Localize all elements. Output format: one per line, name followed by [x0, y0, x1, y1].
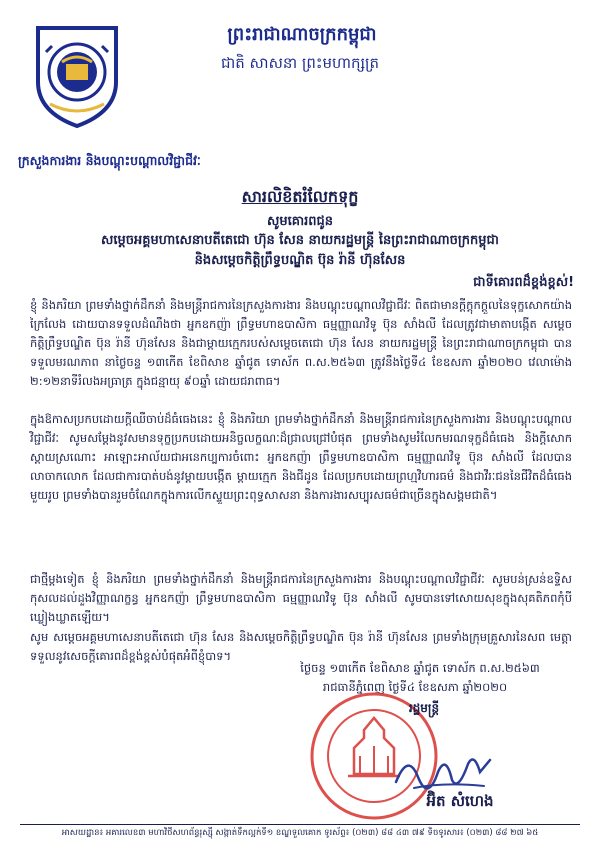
body-paragraph-1: ខ្ញុំ និងភរិយា ព្រមទាំងថ្នាក់ដឹកនាំ និងមន្ត្រីរាជការនៃក្រសួងការងារ និងបណ្តុះបណ្តាលវិជ្ជាជីវៈ ពិតជាមានក្តីក្តុកក្តួលនៃទុក្ខសោកយ៉ាងក្រៃលែង ដោយបានទទួលដំណឹងថា អ្នកឧកញ៉ា ព្រឹទ្ធមហាឧបាសិកា ធម្មញ្ញាណវិទូ ប៊ុន សាំងលី ដែលត្រូវជាមាតាបង្កើត សម្តេចកិត្តិព្រឹទ្ធបណ្ឌិត ប៊ុន រ៉ានី ហ៊ុនសែន និងជាម្តាយក្មេករបស់សម្តេចតេជោ ហ៊ុន សែន នាយករដ្ឋមន្ត្រី នៃព្រះរាជាណាចក្រកម្ពុជា បានទទួលមរណភាព នាថ្ងៃចន្ទ ១៣កើត ខែពិសាខ ឆ្នាំជូត ទោស័ក ព.ស.២៥៦៣ ត្រូវនឹងថ្ងៃទី៤ ខែឧសភា ឆ្នាំ២០២០ វេលាម៉ោង ២:១២នាទីរំលងអធ្រាត្រ ក្នុងជន្មាយុ ៩០ឆ្នាំ ដោយជរាពាធ។	[30, 298, 572, 388]
body-paragraph-2: ក្នុងឱកាសប្រកបដោយក្តីឈឺចាប់ដ៏ធំធេងនេះ ខ្ញុំ និងភរិយា ព្រមទាំងថ្នាក់ដឹកនាំ និងមន្ត្រីរាជការនៃក្រសួងការងារ និងបណ្តុះបណ្តាលវិជ្ជាជីវៈ សូមសម្តែងនូវសមានទុក្ខប្រកបដោយអនិច្ចលក្ខណៈដ៏ជ្រាលជ្រៅបំផុត ព្រមទាំងសូមរំលែកមរណទុក្ខដ៏ធំធេង និងក្តីសោកស្តាយស្រណោះ អាឡោះអាល័យជាអនេកប្បការចំពោះ អ្នកឧកញ៉ា ព្រឹទ្ធមហាឧបាសិកា ធម្មញ្ញាណវិទូ ប៊ុន សាំងលី ដែលបានលាចាកលោក ដែលជាការបាត់បង់នូវម្តាយបង្កើត ម្តាយក្មេក និងជីដូន ដែលប្រកបដោយព្រហ្មវិហារធម៌ និងជាវីរៈជននៃជីវិតដ៏ធំធេងមួយរូប ព្រមទាំងបានរួមចំណែកក្នុងការលើកស្ទួយព្រះពុទ្ធសាសនា និងការងារសប្បុរសធម៌ជាច្រើនក្នុងសង្គមជាតិ។	[30, 412, 572, 502]
lunar-date: ថ្ងៃចន្ទ ១៣កើត ខែពិសាខ ឆ្នាំជូត ទោស័ក ព.ស.២៥៦៣	[300, 661, 540, 675]
body-paragraph-4: សូម សម្តេចអគ្គមហាសេនាបតីតេជោ ហ៊ុន សែន និងសម្តេចកិត្តិព្រឹទ្ធបណ្ឌិត ប៊ុន រ៉ានី ហ៊ុនសែន ព្រមទាំងក្រុមគ្រួសារនៃសព មេត្តាទទួលនូវសេចក្តីគោរពដ៏ខ្ពង់ខ្ពស់បំផុតអំពីខ្ញុំបាទ។	[30, 630, 572, 663]
ministry-emblem-icon	[28, 22, 126, 130]
respect-phrase: ជាទីគោរពដ៏ខ្ពង់ខ្ពស់!	[473, 275, 574, 290]
footer-address: អាសយដ្ឋាន៖ អគារលេខ៣ មហាវិថីសហព័ន្ធរុស្ស៊ី សង្កាត់ទឹកល្អក់ទី១ ខណ្ឌទួលគោក ទូរស័ព្ទ៖ (០២៣) ៨៨ ៤៣ ៧៩ ទិចទូរសារ៖ (០២៣) ៨៨ ២៧ ៦៥	[61, 828, 539, 838]
solar-date: រាជធានីភ្នំពេញ ថ្ងៃទី៤ ខែឧសភា ឆ្នាំ២០២០	[322, 680, 508, 694]
national-motto: ជាតិ សាសនា ព្រះមហាក្សត្រ	[220, 54, 380, 72]
respectfully-line: សូមគោរពជូន	[266, 214, 333, 229]
signatory-name: អ៊ិត សំហេង	[426, 792, 494, 810]
recipient-line-1: សម្តេចអគ្គមហាសេនាបតីតេជោ ហ៊ុន សែន នាយករដ្ឋមន្ត្រី នៃព្រះរាជាណាចក្រកម្ពុជា	[101, 233, 499, 248]
minister-role: រដ្ឋមន្ត្រី	[408, 701, 440, 715]
body-paragraph-3: ជាថ្មីម្តងទៀត ខ្ញុំ និងភរិយា ព្រមទាំងថ្នាក់ដឹកនាំ និងមន្ត្រីរាជការនៃក្រសួងការងារ និងបណ្តុះបណ្តាលវិជ្ជាជីវៈ សូមបន់ស្រន់ឧទ្ទិសកុសលដល់ដួងវិញ្ញាណក្ខន្ធ អ្នកឧកញ៉ា ព្រឹទ្ធមហាឧបាសិកា ធម្មញ្ញាណវិទូ ប៊ុន សាំងលី សូមបានទៅសោយសុខក្នុងសុគតិភពកុំបីឃ្លៀងឃ្លាតឡើយ។	[30, 572, 572, 624]
recipient-line-2: និងសម្តេចកិត្តិព្រឹទ្ធបណ្ឌិត ប៊ុន រ៉ានី ហ៊ុនសែន	[194, 253, 406, 268]
kingdom-name: ព្រះរាជាណាចក្រកម្ពុជា	[227, 24, 377, 45]
letter-title: សារលិខិតរំលែកទុក្ខ	[241, 187, 359, 206]
ministry-name: ក្រសួងការងារ និងបណ្តុះបណ្តាលវិជ្ជាជីវៈ	[18, 153, 201, 168]
footer-divider	[20, 824, 580, 825]
